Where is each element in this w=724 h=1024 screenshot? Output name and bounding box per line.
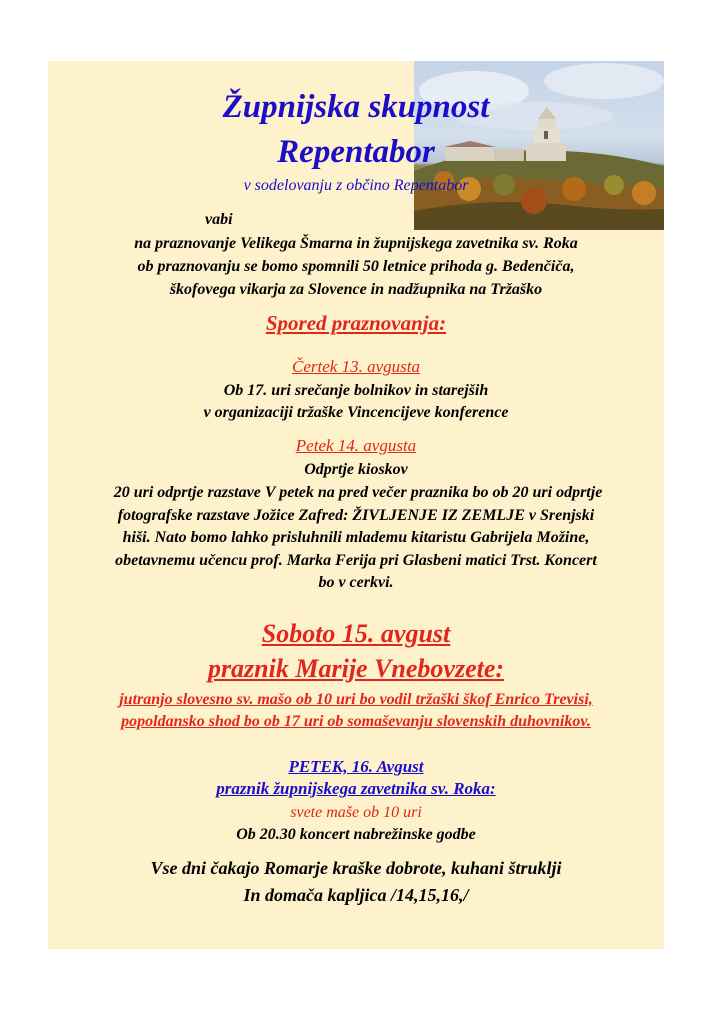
day1-line-1: Ob 17. uri srečanje bolnikov in starejših bbox=[223, 382, 489, 399]
day4-feast: praznik župnijskega zavetnika sv. Roka: bbox=[216, 779, 496, 798]
day2-line-2: 20 uri odprtje razstave V petek na pred večer praznika bo ob 20 uri odprtje bbox=[113, 484, 603, 501]
day1-date: Čertek 13. avgusta bbox=[292, 357, 420, 376]
page-subtitle: v sodelovanju z občino Repentabor bbox=[243, 177, 469, 194]
day1-line-2: v organizaciji tržaške Vincencijeve konference bbox=[203, 404, 509, 421]
day2-line-5: obetavnemu učencu prof. Marka Ferija pri Glasbeni matici Trst. Koncert bbox=[115, 552, 597, 569]
day2-line-6: bo v cerkvi. bbox=[318, 574, 394, 591]
closing-line-2: In domača kapljica /14,15,16,/ bbox=[243, 885, 469, 905]
day2-date: Petek 14. avgusta bbox=[295, 436, 417, 455]
invitation-line-1: na praznovanje Velikega Šmarna in župnijskega zavetnika sv. Roka bbox=[134, 235, 578, 252]
day3-feast: praznik Marije Vnebovzete: bbox=[207, 654, 505, 683]
day2-line-1: Odprtje kioskov bbox=[304, 461, 408, 478]
closing-line-1: Vse dni čakajo Romarje kraške dobrote, kuhani štruklji bbox=[150, 858, 562, 878]
day3-date: Soboto 15. avgust bbox=[261, 619, 451, 648]
invitation-vabi: vabi bbox=[205, 211, 233, 228]
invitation-line-3: škofovega vikarja za Slovence in nadžupnika na Tržaško bbox=[169, 281, 543, 298]
day4-mass: svete maše ob 10 uri bbox=[290, 804, 422, 821]
day3-line-1: jutranjo slovesno sv. mašo ob 10 uri bo vodil tržaški škof Enrico Trevisi, bbox=[119, 691, 593, 708]
day2-line-4: hiši. Nato bomo lahko prisluhnili mlademu kitaristu Gabrijela Možine, bbox=[122, 529, 590, 546]
invitation-line-2: ob praznovanju se bomo spomnili 50 letnice prihoda g. Bedenčiča, bbox=[137, 258, 575, 275]
day3-line-2: popoldansko shod bo ob 17 uri ob somaševanju slovenskih duhovnikov. bbox=[121, 713, 591, 730]
day4-date: PETEK, 16. Avgust bbox=[288, 757, 424, 776]
day4-concert: Ob 20.30 koncert nabrežinske godbe bbox=[236, 826, 476, 843]
day2-line-3: fotografske razstave Jožice Zafred: ŽIVLJENJE IZ ZEMLJE v Srenjski bbox=[117, 507, 595, 524]
program-heading: Spored praznovanja: bbox=[265, 311, 447, 335]
page-title-line2: Repentabor bbox=[277, 134, 435, 170]
page-title-line1: Župnijska skupnost bbox=[222, 89, 490, 125]
